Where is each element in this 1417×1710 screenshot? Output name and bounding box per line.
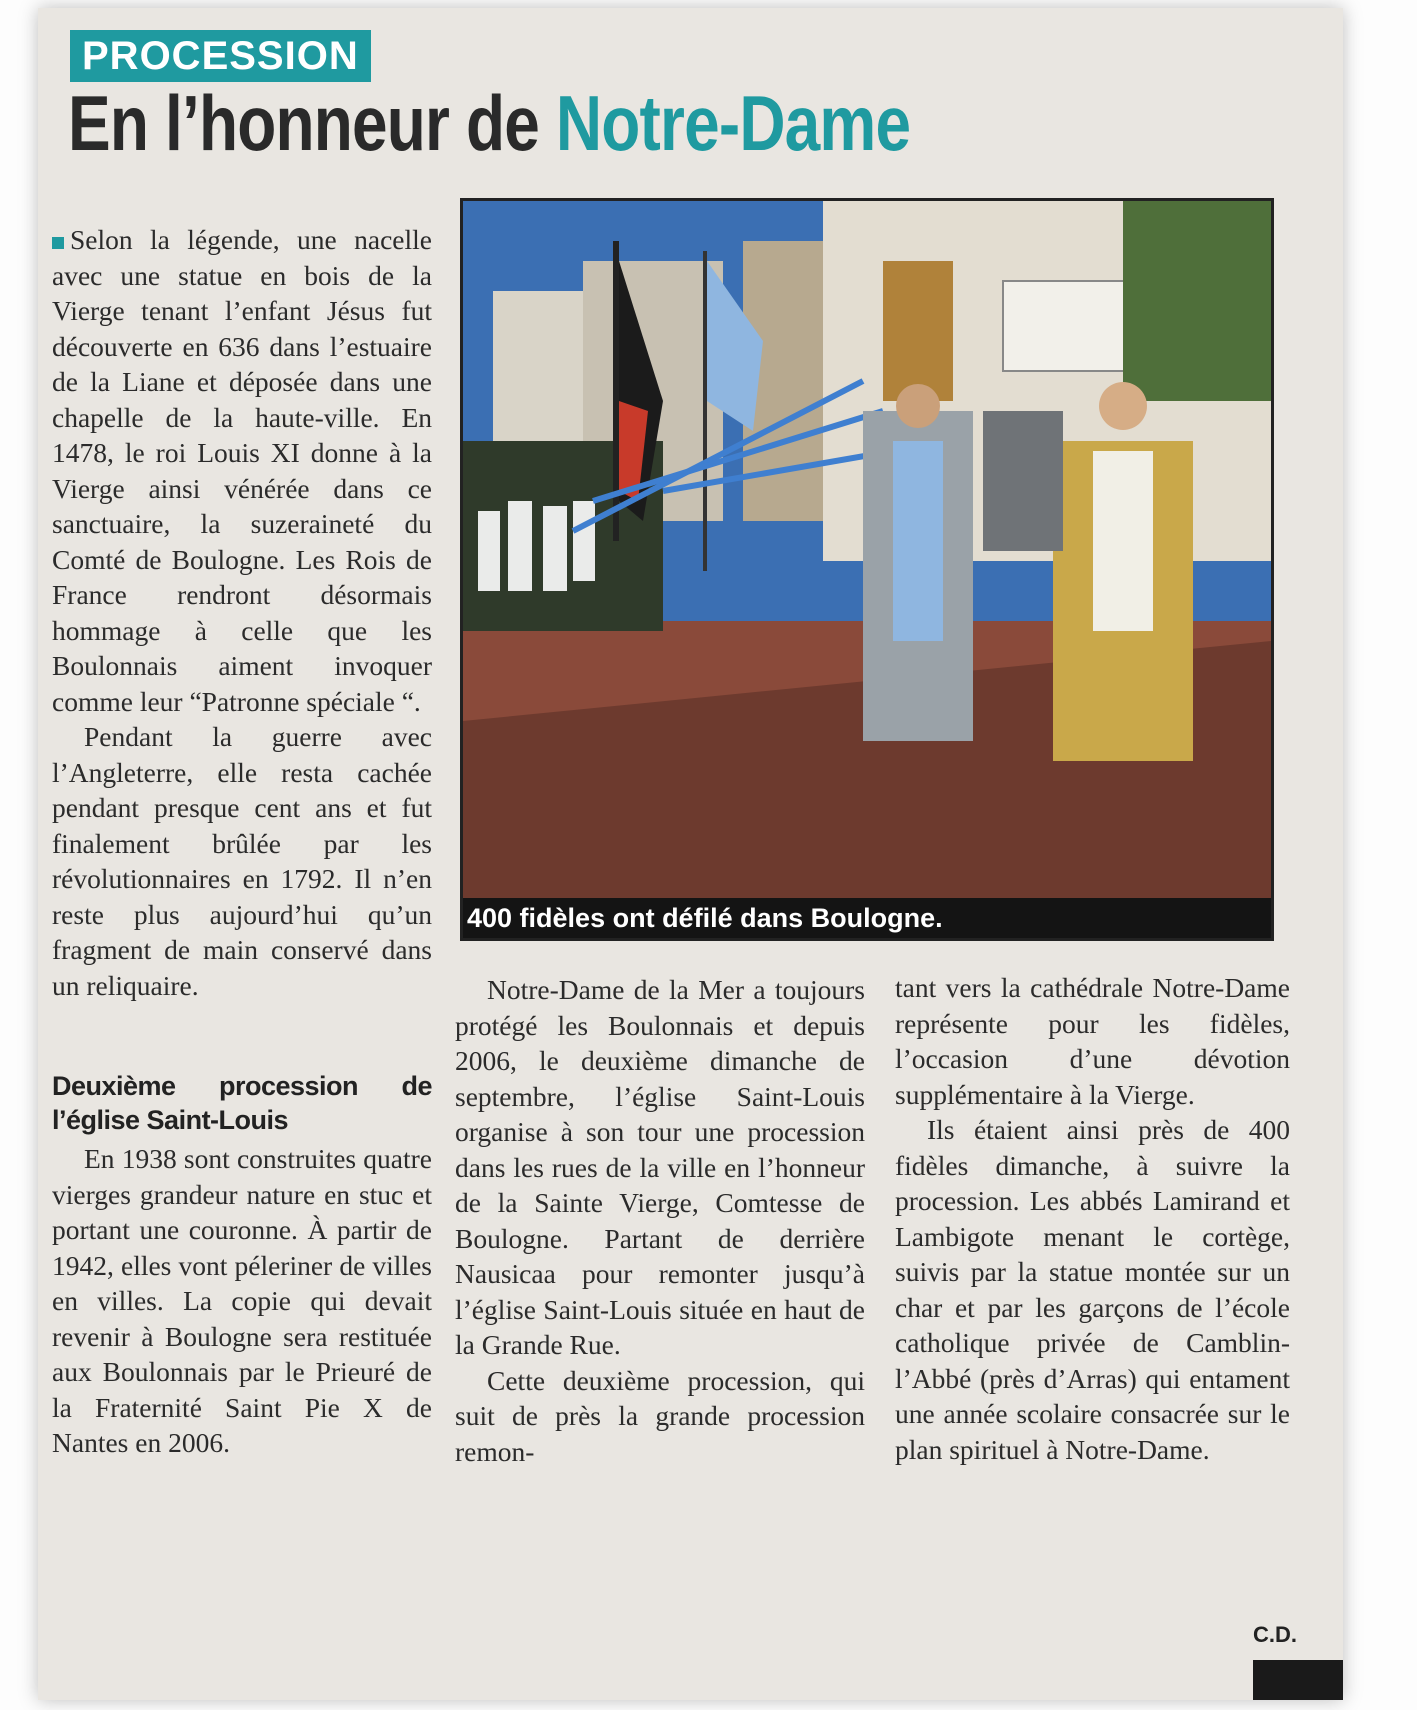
headline-accent: Notre-Dame (555, 79, 911, 167)
paragraph (52, 222, 432, 719)
paragraph-text: Selon la légende, une nacelle avec une statue en bois de la Vierge tenant l’enfant Jésus fut découverte en 636 dans l’estuaire de la Liane et déposée dans une chapelle de la haute-ville. En 1478, le roi Louis XI donne à la Vierge ainsi vénérée dans ce sanctuaire, la suzeraineté du Comté de Boulogne. Les Rois de France rendront désormais hommage à celle que les Boulonnais aiment invoquer comme leur “Patronne spéciale “. (52, 224, 432, 717)
article-column-2 (455, 972, 865, 1469)
author-signature: C.D. (1253, 1622, 1297, 1647)
section-kicker: PROCESSION (70, 30, 371, 82)
paragraph: Notre-Dame de la Mer a toujours protégé les Boulonnais et depuis 2006, le deuxième dimanche de septembre, l’église Saint-Louis organise à son tour une procession dans les rues de la ville en l’honneur de la Sainte Vierge, Comtesse de Boulogne. Partant de derrière Nausicaa pour remonter jusqu’à l’église Saint-Louis située en haut de la Grande Rue. (455, 974, 865, 1360)
procession-photo (463, 201, 1271, 898)
paragraph: Cette deuxième procession, qui suit de près la grande procession remon- (455, 1364, 865, 1467)
paragraph: tant vers la cathédrale Notre-Dame représente pour les fidèles, l’occasion d’une dévotion supplémentaire à la Vierge. (895, 972, 1290, 1110)
paragraph: Ils étaient ainsi près de 400 fidèles dimanche, à suivre la procession. Les abbés Lamirand et Lambigote menant le cortège, suivis par la statue montée sur un char et par les garçons de l’école catholique privée de Camblin-l’Abbé (près d’Arras) qui entament une année scolaire consacrée sur le plan spirituel à Notre-Dame. (895, 1114, 1290, 1465)
article-subhead: Deuxième procession de l’église Saint-Louis (52, 1071, 432, 1135)
bullet-square-icon (52, 237, 64, 249)
headline-text: En l’honneur de (68, 79, 556, 167)
article-photo (460, 198, 1274, 941)
article-column-1 (52, 222, 432, 1461)
paragraph: En 1938 sont construites quatre vierges grandeur nature en stuc et portant une couronne. À partir de 1942, elles vont péleriner de villes en villes. La copie qui devait revenir à Boulogne sera restituée aux Boulonnais par le Prieuré de la Fraternité Saint Pie X de Nantes en 2006. (52, 1143, 432, 1458)
paragraph: Pendant la guerre avec l’Angleterre, elle resta cachée pendant presque cent ans et fut finalement brûlée par les révolutionnaires en 1792. Il n’en reste plus aujourd’hui qu’un fragment de main conservé dans un reliquaire. (52, 721, 432, 1001)
photo-caption: 400 fidèles ont défilé dans Boulogne. (463, 898, 1271, 938)
article-headline (68, 78, 910, 168)
article-column-3 (895, 970, 1290, 1467)
